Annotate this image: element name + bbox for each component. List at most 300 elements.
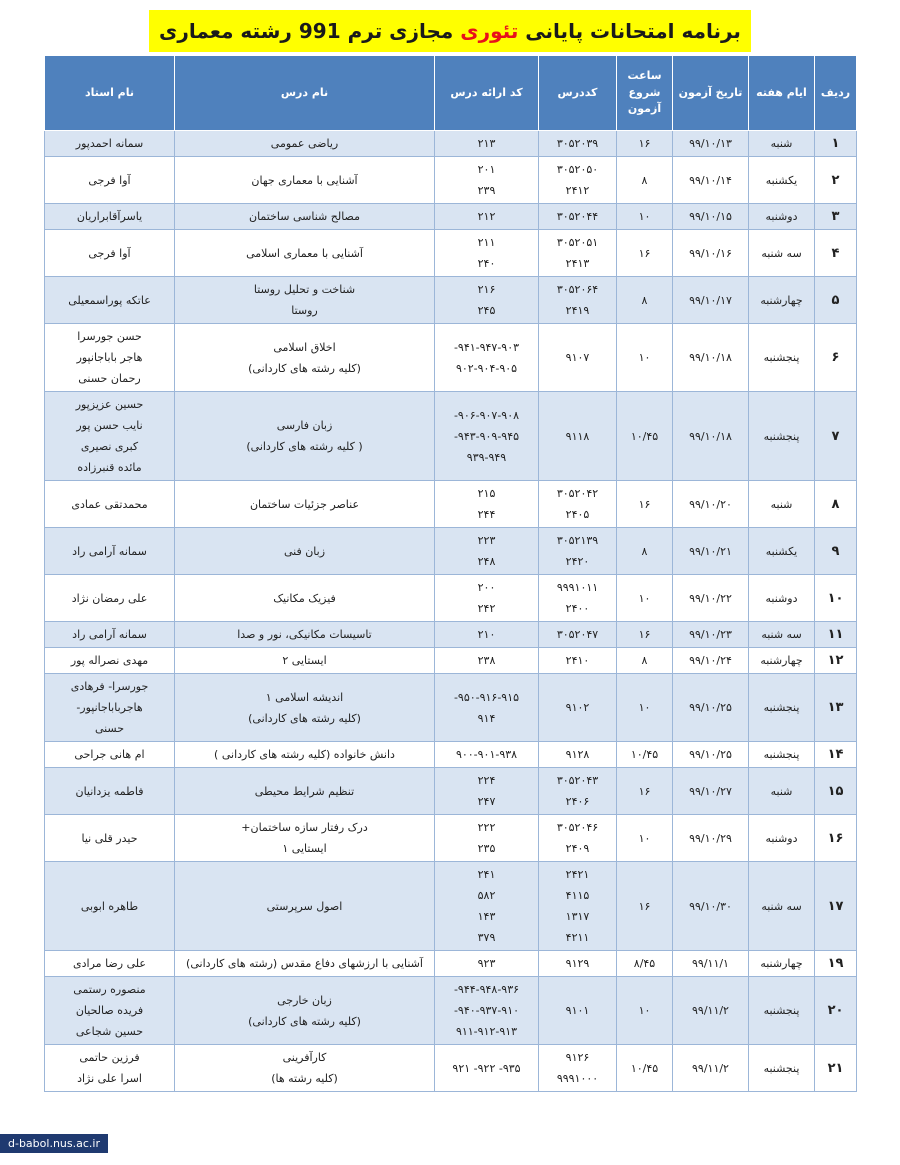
table-row — [45, 131, 857, 157]
cell-exam-date: ۹۹/۱۰/۱۶ — [673, 230, 749, 277]
cell-teacher-line: کبری نصیری — [80, 440, 139, 453]
cell-weekday: پنجشنبه — [749, 1045, 815, 1092]
cell-course-name — [175, 815, 435, 862]
cell-weekday: دوشنبه — [749, 815, 815, 862]
cell-weekday: دوشنبه — [749, 575, 815, 622]
cell-teacher-line: مائده قنبرزاده — [77, 461, 142, 474]
cell-course-code-line: ۲۴۱۳ — [565, 257, 590, 270]
cell-teacher-line: فاطمه یزدانیان — [75, 784, 144, 798]
col-header-exam-date: تاریخ آزمون — [673, 56, 749, 131]
cell-offer-code — [435, 977, 539, 1045]
cell-row-number: ۴ — [815, 230, 857, 277]
cell-teacher — [45, 815, 175, 862]
cell-offer-code — [435, 1045, 539, 1092]
cell-course-code — [539, 1045, 617, 1092]
cell-exam-date: ۹۹/۱۰/۱۸ — [673, 324, 749, 392]
cell-start-time: ۱۰ — [617, 575, 673, 622]
cell-exam-date: ۹۹/۱۱/۲ — [673, 977, 749, 1045]
cell-course-name — [175, 324, 435, 392]
cell-exam-date: ۹۹/۱۰/۱۳ — [673, 131, 749, 157]
site-watermark: d-babol.nus.ac.ir — [0, 1134, 108, 1153]
cell-start-time: ۱۰/۴۵ — [617, 392, 673, 481]
cell-teacher-line: طاهره ابوبی — [80, 899, 139, 913]
cell-start-time: ۱۰ — [617, 674, 673, 742]
cell-offer-code — [435, 768, 539, 815]
cell-offer-code — [435, 648, 539, 674]
col-header-course-name: نام درس — [175, 56, 435, 131]
cell-course-name — [175, 768, 435, 815]
cell-course-code — [539, 528, 617, 575]
cell-course-name — [175, 131, 435, 157]
cell-course-name-line: (کلیه رشته ها) — [271, 1072, 338, 1085]
cell-offer-code-line: ۹۳۵- ۹۲۲- ۹۲۱ — [452, 1061, 521, 1075]
cell-offer-code-line: ۹۲۳ — [477, 957, 496, 970]
cell-offer-code-line: ۲۴۴ — [477, 508, 496, 521]
cell-weekday: سه شنبه — [749, 862, 815, 951]
cell-teacher — [45, 1045, 175, 1092]
cell-teacher-line: آوا فرجی — [88, 246, 131, 260]
cell-row-number: ۱۰ — [815, 575, 857, 622]
title-highlight: تئوری — [460, 19, 519, 43]
cell-course-name-line: زبان فارسی — [276, 419, 333, 432]
cell-course-name — [175, 204, 435, 230]
cell-offer-code-line: ۹۱۱-۹۱۲-۹۱۳ — [455, 1025, 518, 1038]
cell-offer-code-line: ۹۱۴ — [477, 711, 496, 725]
cell-teacher-line: حیدر قلی نیا — [81, 831, 138, 845]
cell-teacher-line: منصوره رستمی — [73, 983, 146, 996]
cell-start-time: ۱۰ — [617, 815, 673, 862]
cell-teacher-line: نایب حسن پور — [76, 419, 143, 432]
cell-weekday: شنبه — [749, 131, 815, 157]
cell-row-number: ۱ — [815, 131, 857, 157]
cell-offer-code-line: ۹۰۰-۹۰۱-۹۳۸ — [455, 748, 518, 761]
cell-course-name-line: زبان فنی — [283, 544, 326, 558]
cell-teacher — [45, 742, 175, 768]
cell-offer-code-line: ۲۳۹ — [477, 184, 496, 197]
cell-weekday: پنجشنبه — [749, 392, 815, 481]
cell-course-name-line: ریاضی عمومی — [270, 137, 339, 150]
cell-course-name — [175, 1045, 435, 1092]
table-row — [45, 951, 857, 977]
cell-course-name-line: اخلاق اسلامی — [273, 340, 336, 354]
cell-row-number: ۱۹ — [815, 951, 857, 977]
cell-course-name — [175, 674, 435, 742]
cell-teacher-line: حسین شجاعی — [75, 1025, 144, 1038]
cell-offer-code — [435, 815, 539, 862]
cell-teacher-line: مهدی نصراله پور — [70, 654, 149, 667]
cell-course-name-line: (کلیه رشته های کاردانی) — [248, 1014, 361, 1028]
cell-weekday: یکشنبه — [749, 157, 815, 204]
table-row — [45, 204, 857, 230]
cell-course-code-line: ۴۲۱۱ — [565, 931, 590, 944]
table-row — [45, 674, 857, 742]
cell-course-code-line: ۹۱۲۸ — [565, 748, 590, 761]
cell-row-number: ۱۲ — [815, 648, 857, 674]
cell-teacher — [45, 481, 175, 528]
cell-offer-code-line: ۲۰۰ — [477, 581, 496, 594]
cell-weekday: شنبه — [749, 481, 815, 528]
table-row — [45, 230, 857, 277]
page-title-wrap — [0, 10, 900, 52]
cell-teacher — [45, 277, 175, 324]
cell-course-code-line: ۹۱۲۹ — [565, 957, 590, 970]
cell-weekday: چهارشنبه — [749, 277, 815, 324]
cell-start-time: ۱۰ — [617, 977, 673, 1045]
cell-offer-code-line: ۲۲۲ — [477, 821, 496, 834]
cell-offer-code-line: ۲۱۰ — [477, 628, 496, 641]
table-row — [45, 1045, 857, 1092]
cell-teacher-line: اسرا علی نژاد — [77, 1072, 142, 1085]
cell-offer-code-line: ۲۴۲ — [477, 602, 496, 615]
cell-offer-code-line: ۲۰۱ — [477, 163, 496, 176]
cell-teacher — [45, 230, 175, 277]
cell-course-code-line: ۲۴۰۹ — [565, 842, 590, 855]
cell-course-name-line: اصول سرپرستی — [266, 899, 343, 913]
cell-teacher-line: آوا فرجی — [88, 173, 131, 187]
cell-course-name — [175, 951, 435, 977]
cell-course-code — [539, 622, 617, 648]
cell-course-name — [175, 157, 435, 204]
cell-teacher — [45, 674, 175, 742]
cell-course-name-line: تنظیم شرایط محیطی — [254, 784, 355, 798]
cell-course-code — [539, 392, 617, 481]
col-header-offer-code: کد ارائه درس — [435, 56, 539, 131]
cell-course-name-line: آشنایی با معماری اسلامی — [246, 246, 363, 260]
table-row — [45, 157, 857, 204]
cell-offer-code-line: ۹۳۹-۹۴۹ — [466, 450, 507, 464]
cell-teacher — [45, 204, 175, 230]
cell-course-name-line: زبان خارجی — [277, 993, 332, 1007]
cell-course-name — [175, 528, 435, 575]
cell-offer-code-line: ۹۰۶-۹۰۷-۹۰۸- — [453, 408, 520, 422]
cell-exam-date: ۹۹/۱۰/۱۵ — [673, 204, 749, 230]
exam-schedule-table — [44, 55, 857, 1092]
cell-course-code-line: ۳۰۵۲۰۴۷ — [556, 628, 599, 641]
cell-course-code — [539, 742, 617, 768]
cell-offer-code — [435, 742, 539, 768]
cell-course-code — [539, 862, 617, 951]
cell-course-name-line: (کلیه رشته های کاردانی) — [248, 711, 361, 725]
cell-weekday: پنجشنبه — [749, 674, 815, 742]
cell-teacher-line: حسنی — [94, 722, 125, 735]
cell-start-time: ۱۶ — [617, 131, 673, 157]
cell-course-code-line: ۳۰۵۲۰۳۹ — [556, 137, 599, 150]
title-part: برنامه امتحانات پایانی — [518, 19, 741, 43]
table-row — [45, 324, 857, 392]
cell-course-code-line: ۳۰۵۲۰۵۱ — [556, 236, 599, 249]
cell-course-name — [175, 575, 435, 622]
cell-course-name — [175, 648, 435, 674]
cell-teacher-line: هاجر باباجانپور — [76, 351, 143, 364]
cell-row-number: ۸ — [815, 481, 857, 528]
cell-course-code-line: ۳۰۵۲۰۴۳ — [556, 774, 599, 787]
cell-course-code-line: ۲۴۲۰ — [565, 555, 590, 568]
cell-start-time: ۱۶ — [617, 862, 673, 951]
cell-start-time: ۱۰ — [617, 204, 673, 230]
cell-teacher — [45, 324, 175, 392]
cell-course-name-line: فیزیک مکانیک — [273, 591, 336, 605]
cell-teacher-line: سمانه آرامی راد — [72, 628, 147, 641]
table-row — [45, 977, 857, 1045]
cell-teacher — [45, 648, 175, 674]
cell-start-time: ۱۶ — [617, 481, 673, 528]
cell-teacher — [45, 622, 175, 648]
cell-teacher — [45, 131, 175, 157]
cell-course-code — [539, 157, 617, 204]
cell-offer-code — [435, 528, 539, 575]
col-header-course-code: کددرس — [539, 56, 617, 131]
cell-weekday: یکشنبه — [749, 528, 815, 575]
cell-start-time: ۱۶ — [617, 768, 673, 815]
cell-row-number: ۹ — [815, 528, 857, 575]
cell-start-time: ۸ — [617, 528, 673, 575]
cell-teacher-line: هاجرباباجانپور- — [76, 701, 143, 714]
cell-course-code-line: ۹۹۹۱۰۰۰ — [556, 1072, 599, 1085]
cell-course-name-line: اندیشه اسلامی ۱ — [265, 690, 344, 704]
cell-course-code — [539, 674, 617, 742]
cell-offer-code — [435, 951, 539, 977]
cell-course-name — [175, 481, 435, 528]
cell-weekday: دوشنبه — [749, 204, 815, 230]
cell-teacher-line: رحمان حسنی — [78, 372, 141, 385]
cell-offer-code — [435, 230, 539, 277]
cell-course-code-line: ۹۱۰۱ — [565, 1004, 590, 1017]
cell-offer-code-line: ۲۱۲ — [477, 210, 496, 223]
cell-offer-code — [435, 324, 539, 392]
page-title — [149, 10, 751, 52]
cell-teacher-line: علی رضا مرادی — [73, 957, 146, 970]
cell-course-code — [539, 277, 617, 324]
cell-offer-code-line: ۹۴۴-۹۴۸-۹۳۶- — [453, 983, 520, 996]
cell-course-code — [539, 648, 617, 674]
cell-exam-date: ۹۹/۱۰/۱۸ — [673, 392, 749, 481]
table-row — [45, 768, 857, 815]
cell-exam-date: ۹۹/۱۰/۲۹ — [673, 815, 749, 862]
cell-offer-code — [435, 481, 539, 528]
cell-exam-date: ۹۹/۱۰/۲۷ — [673, 768, 749, 815]
cell-exam-date: ۹۹/۱۰/۱۷ — [673, 277, 749, 324]
cell-exam-date: ۹۹/۱۰/۲۳ — [673, 622, 749, 648]
cell-offer-code-line: ۱۴۳ — [477, 910, 496, 923]
cell-course-code-line: ۲۴۱۹ — [565, 304, 590, 317]
cell-course-code-line: ۱۳۱۷ — [565, 910, 590, 923]
cell-row-number: ۱۵ — [815, 768, 857, 815]
cell-teacher-line: محمدتقی عمادی — [71, 497, 148, 511]
cell-offer-code-line: ۲۴۱ — [477, 868, 496, 881]
cell-exam-date: ۹۹/۱۰/۲۵ — [673, 742, 749, 768]
cell-offer-code — [435, 277, 539, 324]
cell-teacher — [45, 862, 175, 951]
cell-weekday: پنجشنبه — [749, 742, 815, 768]
table-row — [45, 815, 857, 862]
cell-teacher — [45, 157, 175, 204]
cell-exam-date: ۹۹/۱۰/۲۲ — [673, 575, 749, 622]
cell-start-time: ۱۰/۴۵ — [617, 742, 673, 768]
cell-course-code — [539, 131, 617, 157]
cell-course-code — [539, 951, 617, 977]
col-header-start-time: ساعت شروع آزمون — [617, 56, 673, 131]
col-header-row-number: ردیف — [815, 56, 857, 131]
cell-teacher — [45, 575, 175, 622]
cell-course-name — [175, 862, 435, 951]
cell-offer-code-line: ۲۳۸ — [477, 654, 496, 667]
cell-course-name — [175, 277, 435, 324]
cell-course-code — [539, 575, 617, 622]
cell-teacher — [45, 768, 175, 815]
cell-course-code-line: ۲۴۱۰ — [565, 654, 590, 667]
cell-course-code-line: ۳۰۵۲۰۴۴ — [556, 210, 599, 223]
cell-course-name-line: ایستایی ۲ — [282, 654, 327, 667]
cell-course-code-line: ۳۰۵۲۰۵۰ — [556, 163, 599, 176]
cell-offer-code — [435, 674, 539, 742]
cell-row-number: ۱۱ — [815, 622, 857, 648]
cell-teacher — [45, 528, 175, 575]
cell-teacher-line: حسین عزیزپور — [75, 398, 144, 411]
cell-row-number: ۱۶ — [815, 815, 857, 862]
cell-row-number: ۳ — [815, 204, 857, 230]
cell-course-code-line: ۲۴۰۵ — [565, 508, 590, 521]
cell-start-time: ۸/۴۵ — [617, 951, 673, 977]
cell-exam-date: ۹۹/۱۰/۲۰ — [673, 481, 749, 528]
cell-offer-code-line: ۲۱۳ — [477, 137, 496, 150]
cell-course-code — [539, 768, 617, 815]
cell-start-time: ۱۰ — [617, 324, 673, 392]
cell-exam-date: ۹۹/۱۰/۲۱ — [673, 528, 749, 575]
cell-row-number: ۵ — [815, 277, 857, 324]
cell-course-name — [175, 230, 435, 277]
cell-offer-code — [435, 392, 539, 481]
cell-offer-code-line: ۹۴۰-۹۳۷-۹۱۰- — [453, 1004, 520, 1017]
cell-course-name-line: کارآفرینی — [282, 1051, 327, 1064]
cell-exam-date: ۹۹/۱۱/۲ — [673, 1045, 749, 1092]
table-body — [45, 131, 857, 1092]
cell-row-number: ۱۳ — [815, 674, 857, 742]
cell-weekday: سه شنبه — [749, 622, 815, 648]
cell-teacher-line: فرزین حاتمی — [79, 1051, 140, 1064]
cell-course-code-line: ۹۱۱۸ — [565, 429, 590, 443]
cell-course-name-line: تاسیسات مکانیکی، نور و صدا — [237, 628, 372, 641]
cell-offer-code-line: ۲۱۱ — [477, 236, 496, 249]
cell-offer-code-line: ۲۴۵ — [477, 304, 496, 317]
cell-course-code-line: ۲۴۲۱ — [565, 868, 590, 881]
cell-course-code-line: ۹۱۲۶ — [565, 1051, 590, 1064]
cell-course-code — [539, 815, 617, 862]
cell-course-name-line: روستا — [291, 304, 318, 317]
cell-course-code — [539, 204, 617, 230]
table-row — [45, 575, 857, 622]
cell-course-name-line: (کلیه رشته های کاردانی) — [248, 361, 361, 375]
cell-course-code-line: ۳۰۵۲۰۴۲ — [556, 487, 599, 500]
cell-course-code-line: ۳۰۵۲۱۳۹ — [556, 534, 599, 547]
cell-teacher-line: سمانه احمدپور — [75, 137, 144, 150]
cell-course-name — [175, 622, 435, 648]
cell-course-name-line: آشنایی با ارزشهای دفاع مقدس (رشته های کاردانی) — [186, 957, 423, 970]
cell-course-name-line: درک رفتار سازه ساختمان+ — [241, 821, 368, 834]
cell-course-code-line: ۲۴۰۰ — [565, 602, 590, 615]
cell-weekday: پنجشنبه — [749, 324, 815, 392]
cell-offer-code-line: ۲۱۶ — [477, 283, 496, 296]
cell-teacher — [45, 951, 175, 977]
cell-teacher-line: فریده صالحیان — [75, 1004, 144, 1017]
table-row — [45, 742, 857, 768]
table-row — [45, 481, 857, 528]
cell-course-name — [175, 392, 435, 481]
cell-course-name — [175, 977, 435, 1045]
cell-offer-code — [435, 157, 539, 204]
cell-start-time: ۱۶ — [617, 622, 673, 648]
cell-teacher-line: عاتکه پوراسمعیلی — [68, 293, 151, 307]
cell-course-name — [175, 742, 435, 768]
cell-offer-code-line: ۳۷۹ — [477, 931, 496, 944]
cell-course-code-line: ۴۱۱۵ — [565, 889, 590, 902]
table-row — [45, 277, 857, 324]
cell-course-name-line: ایستایی ۱ — [282, 842, 327, 855]
cell-start-time: ۸ — [617, 277, 673, 324]
table-header-row — [45, 56, 857, 131]
table-row — [45, 622, 857, 648]
cell-offer-code-line: ۲۴۰ — [477, 257, 496, 270]
cell-course-code — [539, 324, 617, 392]
cell-teacher-line: جورسرا- فرهادی — [70, 680, 149, 693]
cell-course-name-line: مصالح شناسی ساختمان — [249, 210, 360, 223]
cell-row-number: ۷ — [815, 392, 857, 481]
cell-teacher-line: سمانه آرامی راد — [72, 544, 147, 558]
cell-offer-code — [435, 204, 539, 230]
table-row — [45, 392, 857, 481]
cell-offer-code-line: ۲۲۴ — [477, 774, 496, 787]
cell-offer-code-line: ۲۱۵ — [477, 487, 496, 500]
cell-weekday: شنبه — [749, 768, 815, 815]
cell-offer-code-line: ۲۴۸ — [477, 555, 496, 568]
cell-offer-code-line: ۲۲۳ — [477, 534, 496, 547]
cell-weekday: چهارشنبه — [749, 648, 815, 674]
cell-offer-code — [435, 862, 539, 951]
cell-teacher-line: ام هانی جراحی — [74, 748, 145, 761]
cell-teacher-line: علی رمضان نژاد — [71, 591, 148, 605]
cell-offer-code-line: ۹۴۱-۹۴۷-۹۰۳- — [453, 340, 520, 354]
cell-exam-date: ۹۹/۱۰/۳۰ — [673, 862, 749, 951]
cell-offer-code — [435, 622, 539, 648]
table-row — [45, 648, 857, 674]
cell-exam-date: ۹۹/۱۰/۱۴ — [673, 157, 749, 204]
cell-course-code — [539, 230, 617, 277]
col-header-teacher: نام استاد — [45, 56, 175, 131]
cell-offer-code-line: ۹۴۳-۹۰۹-۹۴۵- — [453, 429, 520, 443]
cell-weekday: سه شنبه — [749, 230, 815, 277]
table-row — [45, 862, 857, 951]
cell-row-number: ۶ — [815, 324, 857, 392]
col-header-weekday: ایام هفته — [749, 56, 815, 131]
cell-start-time: ۱۰/۴۵ — [617, 1045, 673, 1092]
cell-offer-code-line: ۲۳۵ — [477, 842, 496, 855]
cell-teacher-line: حسن جورسرا — [77, 330, 142, 343]
title-part: مجازی ترم 991 رشته معماری — [159, 19, 461, 43]
cell-weekday: پنجشنبه — [749, 977, 815, 1045]
cell-course-code-line: ۹۹۹۱۰۱۱ — [556, 581, 599, 594]
cell-exam-date: ۹۹/۱۰/۲۵ — [673, 674, 749, 742]
table-row — [45, 528, 857, 575]
cell-course-code-line: ۳۰۵۲۰۶۴ — [556, 283, 599, 296]
cell-start-time: ۸ — [617, 157, 673, 204]
cell-exam-date: ۹۹/۱۰/۲۴ — [673, 648, 749, 674]
cell-course-name-line: ( کلیه رشته های کاردانی) — [246, 440, 363, 453]
cell-start-time: ۱۶ — [617, 230, 673, 277]
cell-row-number: ۱۷ — [815, 862, 857, 951]
cell-course-code — [539, 481, 617, 528]
cell-teacher-line: یاسرآقابراریان — [76, 210, 143, 223]
cell-course-name-line: آشنایی با معماری جهان — [251, 173, 358, 187]
cell-course-code — [539, 977, 617, 1045]
